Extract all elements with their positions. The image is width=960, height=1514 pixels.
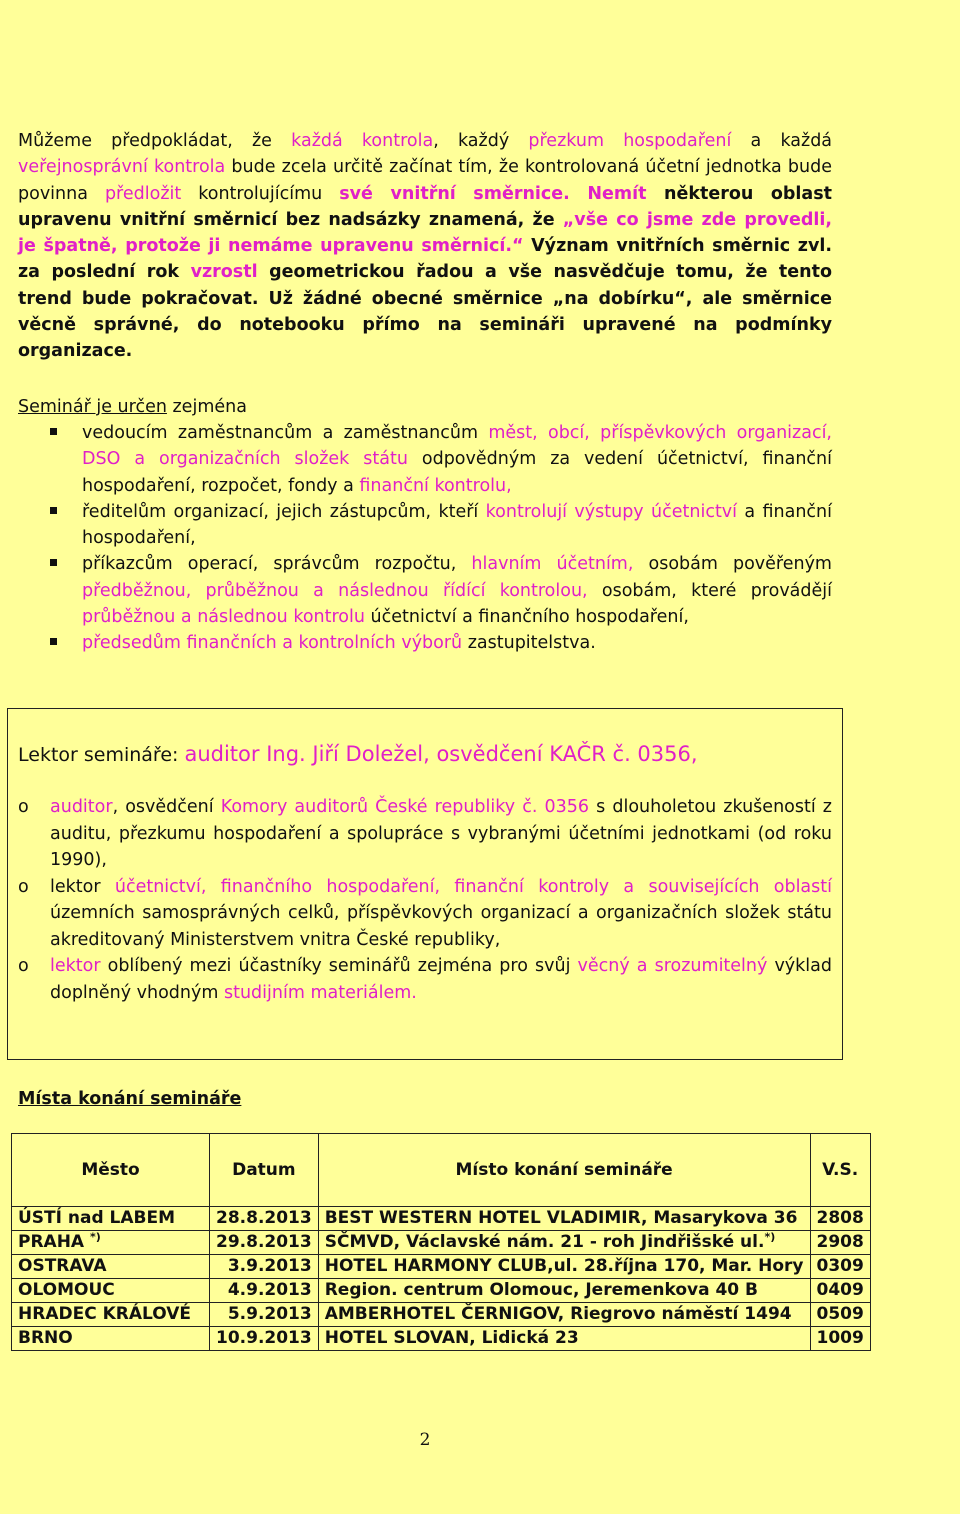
date-cell: 28.8.2013 — [210, 1207, 319, 1231]
city-cell: ÚSTÍ nad LABEM — [12, 1207, 210, 1231]
audience-heading: Seminář je určen zejména — [18, 397, 247, 417]
circle-bullet-icon: o — [18, 956, 29, 976]
square-bullet-icon — [50, 428, 57, 435]
city-cell: PRAHA *) — [12, 1231, 210, 1255]
audience-list — [50, 420, 832, 657]
city-cell: OSTRAVA — [12, 1255, 210, 1279]
list-item: o lektor účetnictví, finančního hospodaření, finanční kontroly a souvisejících oblastí územních samosprávných celků, příspěvkových organizací a organizačních složek státu akreditovaný Ministerstvem vnitra České republiky, — [18, 874, 832, 954]
page-number: 2 — [419, 1430, 431, 1450]
table-row — [12, 1255, 871, 1279]
column-header-city: Město — [12, 1134, 210, 1207]
list-item: příkazcům operací, správcům rozpočtu, hlavním účetním, osobám pověřeným předběžnou, průběžnou a následnou řídící kontrolou, osobám, které provádějí průběžnou a následnou kontrolu účetnictví a finančního hospodaření, — [50, 551, 832, 630]
list-item: ředitelům organizací, jejich zástupcům, kteří kontrolují výstupy účetnictví a finanční hospodaření, — [50, 499, 832, 552]
place-cell: HOTEL SLOVAN, Lidická 23 — [318, 1327, 810, 1351]
date-cell: 3.9.2013 — [210, 1255, 319, 1279]
vs-cell: 2908 — [810, 1231, 870, 1255]
column-header-vs: V.S. — [810, 1134, 870, 1207]
column-header-place: Místo konání semináře — [318, 1134, 810, 1207]
city-cell: HRADEC KRÁLOVÉ — [12, 1303, 210, 1327]
place-cell: SČMVD, Václavské nám. 21 - roh Jindřišské ul.*) — [318, 1231, 810, 1255]
column-header-date: Datum — [210, 1134, 319, 1207]
table-header-row — [12, 1134, 871, 1207]
date-cell: 29.8.2013 — [210, 1231, 319, 1255]
place-cell: BEST WESTERN HOTEL VLADIMIR, Masarykova 36 — [318, 1207, 810, 1231]
circle-bullet-icon: o — [18, 876, 29, 897]
table-row — [12, 1279, 871, 1303]
city-cell: BRNO — [12, 1327, 210, 1351]
place-cell: AMBERHOTEL ČERNIGOV, Riegrovo náměstí 1494 — [318, 1303, 810, 1327]
place-cell: HOTEL HARMONY CLUB,ul. 28.října 170, Mar. Hory — [318, 1255, 810, 1279]
venues-table — [11, 1133, 871, 1351]
list-item: předsedům finančních a kontrolních výborů zastupitelstva. — [50, 630, 832, 656]
vs-cell: 2808 — [810, 1207, 870, 1231]
list-item: o auditor, osvědčení Komory auditorů České republiky č. 0356 s dlouholetou zkušeností z auditu, přezkumu hospodaření a spolupráce s vybranými účetními jednotkami (od roku 1990), — [18, 794, 832, 874]
city-cell: OLOMOUC — [12, 1279, 210, 1303]
lector-heading: Lektor semináře: auditor Ing. Jiří Doležel, osvědčení KAČR č. 0356, — [18, 742, 698, 766]
date-cell: 10.9.2013 — [210, 1327, 319, 1351]
square-bullet-icon — [50, 507, 57, 514]
table-row — [12, 1303, 871, 1327]
circle-bullet-icon: o — [18, 797, 29, 817]
vs-cell: 0309 — [810, 1255, 870, 1279]
vs-cell: 1009 — [810, 1327, 870, 1351]
square-bullet-icon — [50, 559, 57, 566]
list-item: vedoucím zaměstnancům a zaměstnancům měst, obcí, příspěvkových organizací, DSO a organizačních složek státu odpovědným za vedení účetnictví, finanční hospodaření, rozpočet, fondy a finanční kontrolu, — [50, 420, 832, 499]
date-cell: 5.9.2013 — [210, 1303, 319, 1327]
vs-cell: 0409 — [810, 1279, 870, 1303]
list-item: o lektor oblíbený mezi účastníky seminářů zejména pro svůj věcný a srozumitelný výklad doplněný vhodným studijním materiálem. — [18, 953, 832, 1006]
venues-heading: Místa konání semináře — [18, 1089, 242, 1109]
table-row — [12, 1327, 871, 1351]
intro-paragraph: Můžeme předpokládat, že každá kontrola, každý přezkum hospodaření a každá veřejnosprávní kontrola bude zcela určitě začínat tím, že kontrolovaná účetní jednotka bude povinna předložit kontrolujícímu své vnitřní směrnice. Nemít některou oblast upravenu vnitřní směrnicí bez nadsázky znamená, že „vše co jsme zde provedli, je špatně, protože ji nemáme upravenu směrnicí.“ Význam vnitřních směrnic zvl. za poslední rok vzrostl geometrickou řadou a vše nasvědčuje tomu, že tento trend bude pokračovat. Už žádné obecné směrnice „na dobírku“, ale směrnice věcně správné, do notebooku přímo na semináři upravené na podmínky organizace. — [18, 131, 833, 362]
table-row — [12, 1207, 871, 1231]
table-row — [12, 1231, 871, 1255]
lector-qualifications — [18, 794, 832, 1006]
date-cell: 4.9.2013 — [210, 1279, 319, 1303]
square-bullet-icon — [50, 638, 57, 645]
vs-cell: 0509 — [810, 1303, 870, 1327]
place-cell: Region. centrum Olomouc, Jeremenkova 40 B — [318, 1279, 810, 1303]
